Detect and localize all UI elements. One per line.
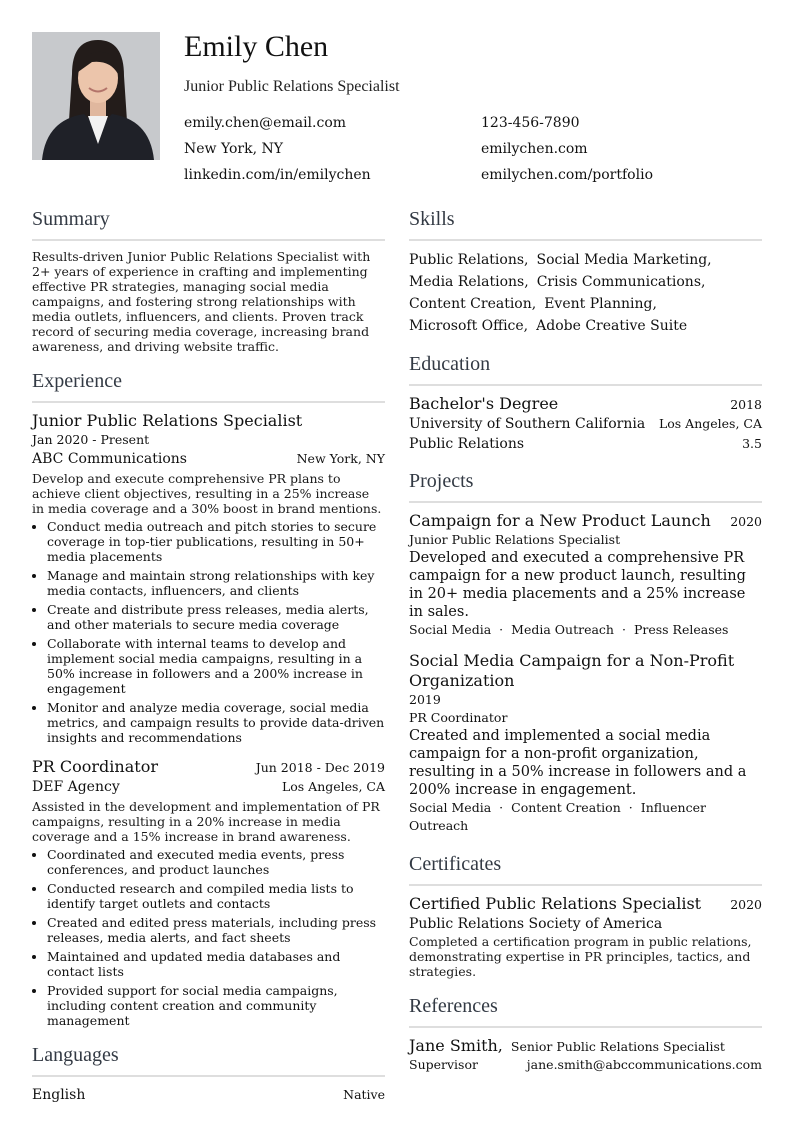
job-bullets	[32, 847, 385, 1028]
gpa: 3.5	[742, 436, 762, 451]
skill-item: Social Media Marketing,	[536, 252, 712, 268]
job-dates: Jun 2018 - Dec 2019	[255, 760, 385, 775]
graduation-year: 2018	[730, 397, 762, 412]
section-divider	[409, 884, 762, 886]
skill-item: Event Planning,	[544, 296, 657, 312]
portfolio-link[interactable]: emilychen.com/portfolio	[481, 167, 653, 183]
references-heading: References	[409, 995, 498, 1017]
education-heading: Education	[409, 353, 491, 375]
left-column	[32, 206, 385, 1105]
job-bullet: • Collaborate with internal teams to develop and implement social media campaigns, resulting in a 50% increase in followers and a 200% increase in engagement	[47, 636, 385, 696]
skill-item: Content Creation,	[409, 296, 537, 312]
job-bullet: • Provided support for social media campaigns, including content creation and community management	[47, 983, 385, 1028]
job-entry	[32, 757, 385, 1028]
candidate-headline: Junior Public Relations Specialist	[184, 78, 400, 95]
job-title: Junior Public Relations Specialist	[32, 411, 303, 430]
project-year: 2019	[409, 692, 441, 707]
email-link[interactable]: emily.chen@email.com	[184, 115, 347, 131]
school-location: Los Angeles, CA	[658, 416, 762, 431]
keyword: Influencer Outreach	[409, 800, 706, 833]
project-description: Created and implemented a social media campaign for a non-profit organization, resulting in a 50% increase in followers and a 200% increase in engagement.	[409, 728, 747, 798]
right-column	[409, 206, 762, 1074]
certificate-name: Certified Public Relations Specialist	[409, 894, 702, 913]
skill-item: Microsoft Office,	[409, 318, 529, 334]
section-divider	[32, 401, 385, 403]
job-bullet: • Coordinated and executed media events, press conferences, and product launches	[47, 847, 385, 877]
reference-entry	[409, 1036, 762, 1074]
school-name: University of Southern California	[409, 416, 646, 432]
skills-list	[409, 249, 762, 337]
linkedin-link[interactable]: linkedin.com/in/emilychen	[184, 167, 371, 183]
language-level: Native	[343, 1087, 385, 1102]
phone-number[interactable]: 123-456-7890	[481, 115, 580, 131]
job-bullet: • Created and edited press materials, including press releases, media alerts, and fact sheets	[47, 915, 385, 945]
section-divider	[409, 239, 762, 241]
skill-item: Crisis Communications,	[536, 274, 706, 290]
summary-text: Results-driven Junior Public Relations Specialist with 2+ years of experience in crafting and implementing effective PR strategies, managing social media campaigns, and fostering strong relationships with media outlets, influencers, and clients. Proven track record of securing media coverage, increasing brand awareness, and driving website traffic.	[32, 249, 371, 354]
projects-heading: Projects	[409, 470, 474, 492]
skill-item: Public Relations,	[409, 252, 529, 268]
section-divider	[409, 501, 762, 503]
languages-heading: Languages	[32, 1044, 119, 1066]
job-bullet: • Conducted research and compiled media lists to identify target outlets and contacts	[47, 881, 385, 911]
job-bullet: • Monitor and analyze media coverage, social media metrics, and campaign results to provide data-driven insights and recommendations	[47, 700, 385, 745]
project-role: Junior Public Relations Specialist	[409, 532, 621, 547]
skills-heading: Skills	[409, 208, 455, 230]
reference-email[interactable]: jane.smith@abccommunications.com	[526, 1057, 762, 1072]
job-entry	[32, 411, 385, 745]
job-description: Assisted in the development and implementation of PR campaigns, resulting in a 20% increase in media coverage and a 15% increase in brand awareness.	[32, 799, 380, 844]
degree: Bachelor's Degree	[409, 394, 559, 413]
job-bullets	[32, 519, 385, 745]
job-dates: Jan 2020 - Present	[32, 432, 150, 447]
project-entry	[409, 511, 762, 639]
certificate-issuer: Public Relations Society of America	[409, 916, 663, 932]
reference-relation: Supervisor	[409, 1057, 478, 1072]
field-of-study: Public Relations	[409, 436, 525, 452]
location: New York, NY	[184, 141, 283, 157]
project-description: Developed and executed a comprehensive PR campaign for a new product launch, resulting in 20+ media placements and a 25% increase in sales.	[409, 550, 746, 620]
section-divider	[32, 1075, 385, 1077]
certificate-entry	[409, 894, 762, 979]
project-entry	[409, 651, 762, 835]
job-company: DEF Agency	[32, 779, 120, 795]
project-role: PR Coordinator	[409, 710, 508, 725]
skill-item: Adobe Creative Suite	[536, 318, 688, 334]
section-divider	[409, 1026, 762, 1028]
job-bullet: • Create and distribute press releases, media alerts, and other materials to secure media coverage	[47, 602, 385, 632]
contact-info	[184, 114, 744, 184]
project-keywords: Social Media · Media Outreach · Press Releases	[409, 622, 729, 637]
project-name: Social Media Campaign for a Non-Profit Organization	[409, 651, 735, 690]
project-name: Campaign for a New Product Launch	[409, 511, 711, 530]
certificate-description: Completed a certification program in public relations, demonstrating expertise in PR principles, tactics, and strategies.	[409, 934, 752, 979]
job-description: Develop and execute comprehensive PR plans to achieve client objectives, resulting in a 25% increase in media coverage and a 30% boost in brand mentions.	[32, 471, 382, 516]
job-title: PR Coordinator	[32, 757, 158, 776]
job-location: Los Angeles, CA	[281, 779, 385, 794]
profile-photo	[32, 32, 160, 160]
reference-name: Jane Smith,	[409, 1036, 503, 1055]
certificate-year: 2020	[730, 897, 762, 912]
job-bullet: • Manage and maintain strong relationships with key media contacts, influencers, and clients	[47, 568, 385, 598]
keyword: Social Media	[409, 800, 492, 815]
section-divider	[32, 239, 385, 241]
project-keywords: Social Media · Content Creation · Influencer Outreach	[409, 800, 706, 833]
keyword: Media Outreach	[511, 622, 614, 637]
language-item	[32, 1085, 385, 1105]
job-company: ABC Communications	[32, 451, 187, 467]
summary-heading: Summary	[32, 208, 110, 230]
certificates-heading: Certificates	[409, 853, 502, 875]
education-entry	[409, 394, 762, 454]
candidate-name: Emily Chen	[184, 30, 329, 63]
job-bullet: • Conduct media outreach and pitch stories to secure coverage in top-tier publications, resulting in 50+ media placements	[47, 519, 385, 564]
job-bullet: • Maintained and updated media databases and contact lists	[47, 949, 385, 979]
keyword: Social Media	[409, 622, 492, 637]
reference-position: Senior Public Relations Specialist	[510, 1039, 725, 1054]
language-name: English	[32, 1087, 86, 1103]
job-location: New York, NY	[296, 451, 385, 466]
experience-heading: Experience	[32, 370, 122, 392]
project-year: 2020	[730, 514, 762, 529]
website-link[interactable]: emilychen.com	[481, 141, 588, 157]
skill-item: Media Relations,	[409, 274, 529, 290]
keyword: Press Releases	[633, 622, 729, 637]
keyword: Content Creation	[511, 800, 621, 815]
section-divider	[409, 384, 762, 386]
